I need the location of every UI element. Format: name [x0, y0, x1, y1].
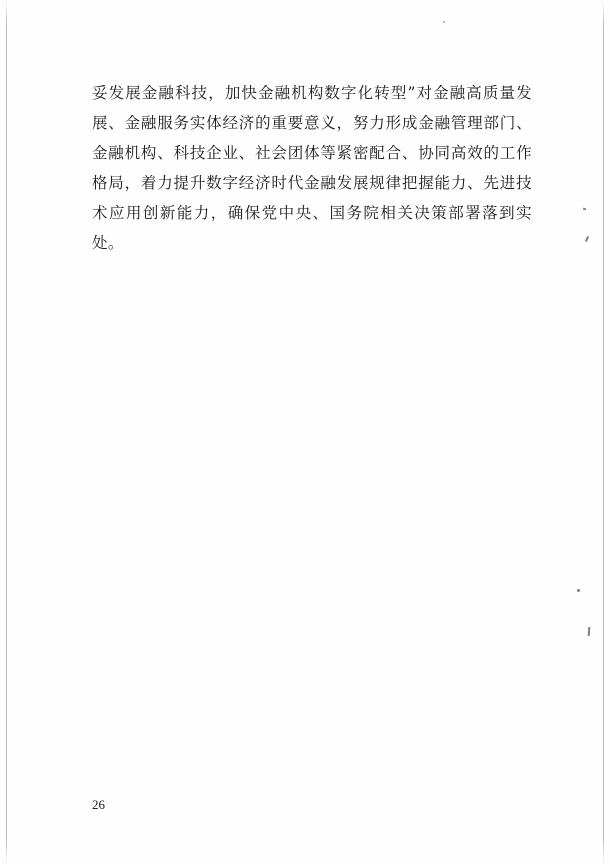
scan-artifact-mark: [443, 21, 445, 23]
page-edge-line-right: [603, 0, 604, 864]
scan-artifact-mark: [585, 236, 589, 242]
body-paragraph: 妥发展金融科技，加快金融机构数字化转型”对金融高质量发展、金融服务实体经济的重要意义，努力形成金融管理部门、金融机构、科技企业、社会团体等紧密配合、协同高效的工作格局，着力提升数字经济时代金融发展规律把握能力、先进技术应用创新能力，确保党中央、国务院相关决策部署落到实处。: [92, 84, 532, 252]
scan-artifact-mark: [583, 208, 586, 211]
page-edge-line-left: [6, 0, 7, 864]
scan-artifact-mark: [588, 627, 591, 636]
scan-artifact-mark: [577, 589, 580, 592]
page-number: 26: [92, 797, 105, 812]
page-body: [92, 78, 532, 258]
